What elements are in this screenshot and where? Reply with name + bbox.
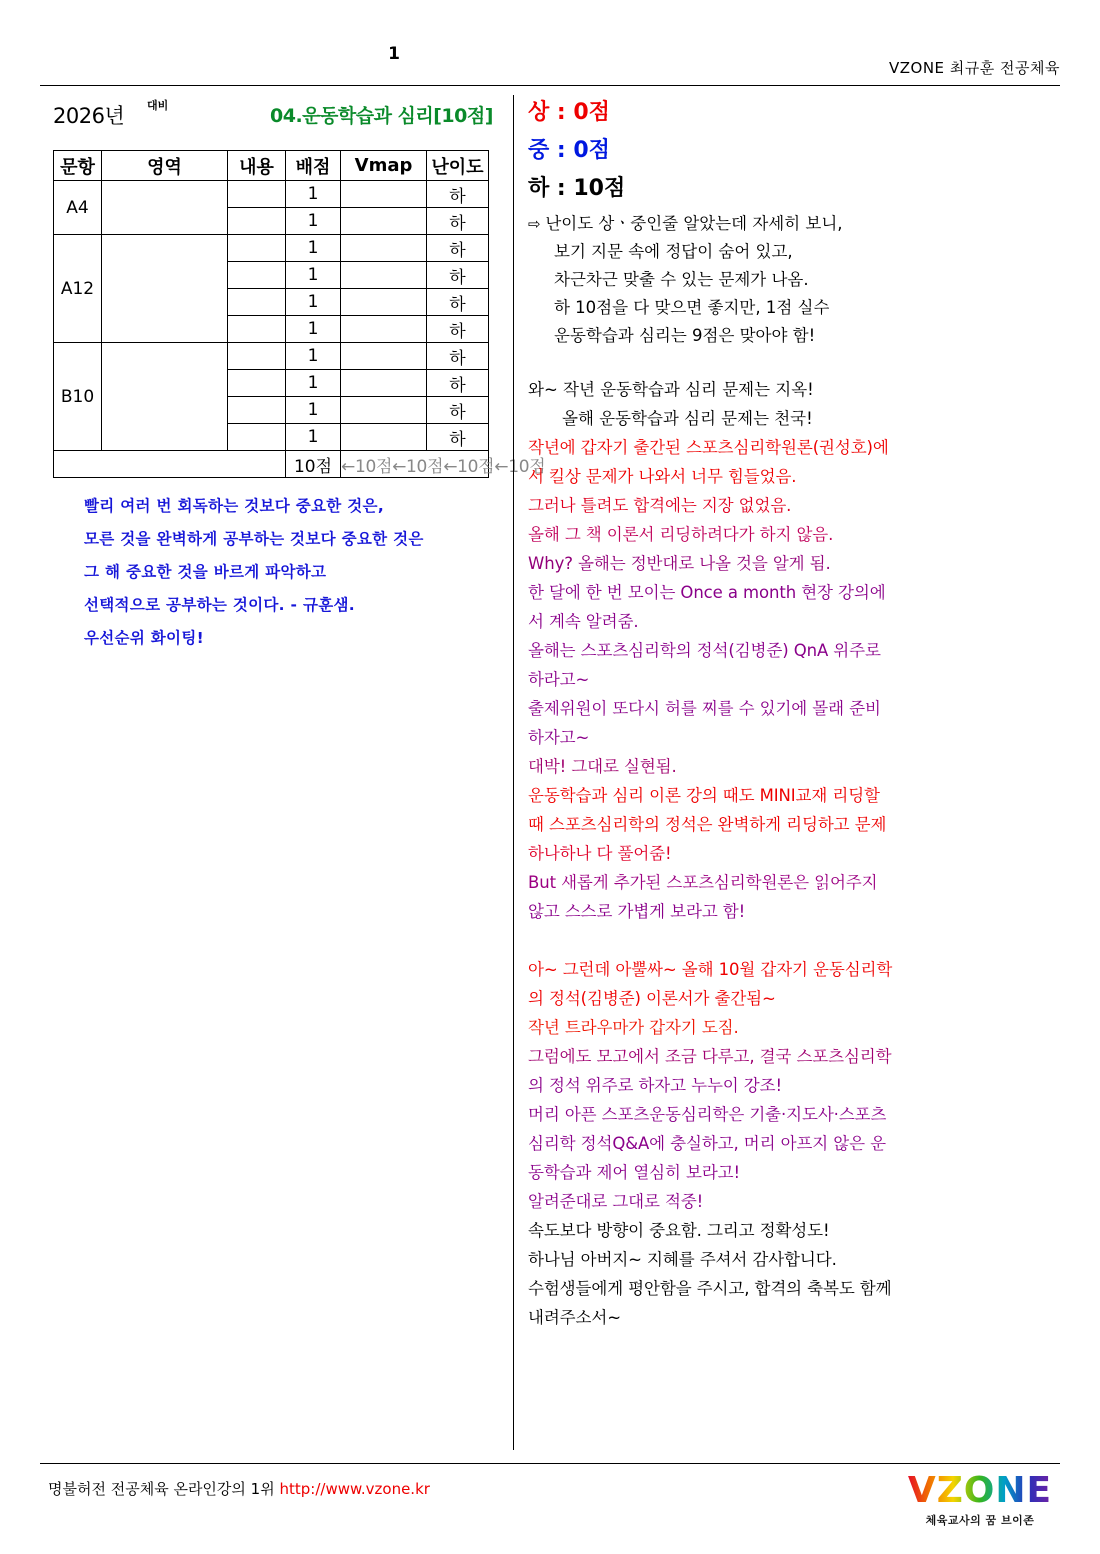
arrow-block-line: 운동학습과 심리는 9점은 맞아야 함!: [554, 326, 816, 345]
right-column: [528, 95, 998, 1332]
vzone-logo-tagline: 체육교사의 꿈 브이존: [925, 1514, 1035, 1527]
cell-point: 1: [286, 343, 341, 370]
year-superscript: 대비: [147, 99, 169, 112]
score-line-mid: 중 : 0점: [528, 138, 610, 163]
table-row: [54, 235, 489, 262]
row-group-id: A4: [54, 181, 102, 235]
story-line: 내려주소서~: [528, 1308, 621, 1327]
blue-handwritten-note: [84, 490, 544, 655]
story-line: 속도보다 방향이 중요함. 그리고 정확성도!: [528, 1221, 830, 1240]
cell-point: 1: [286, 208, 341, 235]
cell-vmap: [341, 289, 427, 316]
footer-text: [48, 1478, 430, 1499]
table-foot: [54, 451, 546, 478]
story-line: 머리 아픈 스포츠운동심리학은 기출·지도사·스포츠: [528, 1105, 887, 1124]
story-line: 알려준대로 그대로 적중!: [528, 1192, 704, 1211]
table-header-row: [54, 151, 489, 181]
th-content: 내용: [228, 151, 286, 181]
commentary-arrow-block: [528, 210, 998, 350]
black-block-line: 와~ 작년 운동학습과 심리 문제는 지옥!: [528, 380, 814, 399]
th-area: 영역: [102, 151, 228, 181]
header-brand: VZONE 최규훈 전공체육: [888, 59, 1060, 77]
arrow-block-line: 하 10점을 다 맞으면 좋지만, 1점 실수: [554, 298, 830, 317]
arrow-block-line: 보기 지문 속에 정답이 숨어 있고,: [554, 242, 793, 261]
story-line: 않고 스스로 가볍게 보라고 함!: [528, 902, 746, 921]
story-line: 운동학습과 심리 이론 강의 때도 MINI교재 리딩할: [528, 786, 880, 805]
total-blank-cell: [54, 451, 286, 478]
cell-point: 1: [286, 262, 341, 289]
story-line: 하자고~: [528, 728, 590, 747]
arrow-block-line: ⇨ 난이도 상ㆍ중인줄 알았는데 자세히 보니,: [528, 214, 843, 233]
right-arrow-icon: ⇨: [528, 215, 546, 233]
cell-content: [228, 424, 286, 451]
story-line: 서 킬상 문제가 나와서 너무 힘들었음.: [528, 467, 797, 486]
score-line-low: 하 : 10점: [528, 176, 626, 201]
cell-vmap: [341, 397, 427, 424]
story-gap: [528, 926, 998, 955]
th-munhang: 문항: [54, 151, 102, 181]
cell-content: [228, 343, 286, 370]
story-line: 심리학 정석Q&A에 충실하고, 머리 아프지 않은 운: [528, 1134, 886, 1153]
cell-point: 1: [286, 316, 341, 343]
story-line: 서 계속 알려줌.: [528, 612, 639, 631]
year-and-title-row: [40, 95, 495, 129]
cell-point: 1: [286, 289, 341, 316]
story-line: 그러나 틀려도 합격에는 지장 없었음.: [528, 496, 792, 515]
table-row: [54, 181, 489, 208]
cell-vmap: [341, 181, 427, 208]
cell-point: 1: [286, 424, 341, 451]
cell-content: [228, 235, 286, 262]
vzone-logo: [905, 1472, 1055, 1528]
arrow-block-line: 차근차근 맞출 수 있는 문제가 나옴.: [554, 270, 809, 289]
spacer: [528, 350, 998, 376]
blue-note-line: 우선순위 화이팅!: [84, 629, 204, 647]
blue-note-line: 빨리 여러 번 회독하는 것보다 중요한 것은,: [84, 497, 385, 515]
cell-difficulty: 하: [427, 424, 489, 451]
footer-url[interactable]: http://www.vzone.kr: [279, 1480, 430, 1498]
th-point: 배점: [286, 151, 341, 181]
left-column: [40, 95, 546, 647]
row-group-area: [102, 235, 228, 343]
footer-divider: [40, 1463, 1060, 1464]
row-group-area: [102, 181, 228, 235]
cell-vmap: [341, 343, 427, 370]
commentary-black-block: [528, 376, 998, 433]
cell-content: [228, 370, 286, 397]
cell-content: [228, 181, 286, 208]
cell-vmap: [341, 262, 427, 289]
total-points: 10점: [286, 451, 341, 478]
cell-content: [228, 289, 286, 316]
story-line: 출제위원이 또다시 허를 찌를 수 있기에 몰래 준비: [528, 699, 881, 718]
black-block-line: 올해 운동학습과 심리 문제는 천국!: [562, 408, 813, 428]
cell-difficulty: 하: [427, 397, 489, 424]
vzone-logo-wordmark: VZONE: [905, 1472, 1055, 1510]
score-breakdown-table: [53, 150, 546, 478]
row-group-id: A12: [54, 235, 102, 343]
story-line: 동학습과 제어 열심히 보라고!: [528, 1163, 741, 1182]
cell-difficulty: 하: [427, 181, 489, 208]
story-line: 하나하나 다 풀어줌!: [528, 844, 672, 863]
table-total-row: [54, 451, 489, 478]
story-line: 한 달에 한 번 모이는 Once a month 현장 강의에: [528, 583, 886, 602]
story-line: 올해는 스포츠심리학의 정석(김병준) QnA 위주로: [528, 641, 881, 660]
story-line: 때 스포츠심리학의 정석은 완벽하게 리딩하고 문제: [528, 815, 887, 834]
blue-note-line: 모른 것을 완벽하게 공부하는 것보다 중요한 것은: [84, 530, 424, 548]
cell-vmap: [341, 424, 427, 451]
score-line-high: 상 : 0점: [528, 100, 610, 125]
cell-vmap: [341, 370, 427, 397]
cell-content: [228, 397, 286, 424]
cell-difficulty: 하: [427, 208, 489, 235]
cell-difficulty: 하: [427, 289, 489, 316]
story-line: 작년에 갑자기 출간된 스포츠심리학원론(권성호)에: [528, 438, 889, 457]
story-line: 하나님 아버지~ 지혜를 주셔서 감사합니다.: [528, 1250, 837, 1269]
story-line: 작년 트라우마가 갑자기 도짐.: [528, 1018, 739, 1037]
cell-vmap: [341, 208, 427, 235]
story-line: But 새롭게 추가된 스포츠심리학원론은 읽어주지: [528, 873, 878, 892]
subject-title: 04.운동학습과 심리[10점]: [270, 105, 493, 127]
footer-tagline: 명불허전 전공체육 온라인강의 1위: [48, 1480, 275, 1498]
story-line: 하라고~: [528, 670, 590, 689]
th-difficulty: 난이도: [427, 151, 489, 181]
cell-difficulty: 하: [427, 262, 489, 289]
cell-content: [228, 208, 286, 235]
story-line: 의 정석(김병준) 이론서가 출간됨~: [528, 989, 776, 1008]
cell-difficulty: 하: [427, 316, 489, 343]
story-line: 아~ 그런데 아뿔싸~ 올해 10월 갑자기 운동심리학: [528, 960, 893, 979]
cell-difficulty: 하: [427, 343, 489, 370]
vmap-trail: ←10점←10점←10점←10점: [341, 451, 489, 478]
cell-vmap: [341, 316, 427, 343]
story-line: 수험생들에게 평안함을 주시고, 합격의 축복도 함께: [528, 1279, 892, 1298]
cell-point: 1: [286, 235, 341, 262]
commentary-story-block: [528, 433, 998, 1332]
cell-difficulty: 하: [427, 370, 489, 397]
difficulty-score-summary: [528, 95, 998, 202]
year-label: 2026년: [53, 104, 125, 128]
cell-difficulty: 하: [427, 235, 489, 262]
story-line: 의 정석 위주로 하자고 누누이 강조!: [528, 1076, 782, 1095]
blue-note-line: 그 해 중요한 것을 바르게 파악하고: [84, 563, 327, 581]
page-number: 1: [388, 44, 400, 64]
story-line: 올해 그 책 이론서 리딩하려다가 하지 않음.: [528, 525, 834, 544]
table-head: [54, 151, 489, 181]
cell-vmap: [341, 235, 427, 262]
cell-point: 1: [286, 181, 341, 208]
header-divider: [40, 85, 1060, 86]
story-line: 대박! 그대로 실현됨.: [528, 757, 677, 776]
row-group-id: B10: [54, 343, 102, 451]
th-vmap: Vmap: [341, 151, 427, 181]
cell-content: [228, 262, 286, 289]
row-group-area: [102, 343, 228, 451]
cell-content: [228, 316, 286, 343]
cell-point: 1: [286, 397, 341, 424]
table-body: [54, 181, 489, 451]
cell-point: 1: [286, 370, 341, 397]
blue-note-line: 선택적으로 공부하는 것이다. - 규훈샘.: [84, 596, 355, 614]
story-line: 그럼에도 모고에서 조금 다루고, 결국 스포츠심리학: [528, 1047, 892, 1066]
column-divider: [513, 95, 514, 1450]
table-row: [54, 343, 489, 370]
story-line: Why? 올해는 정반대로 나올 것을 알게 됨.: [528, 554, 831, 573]
